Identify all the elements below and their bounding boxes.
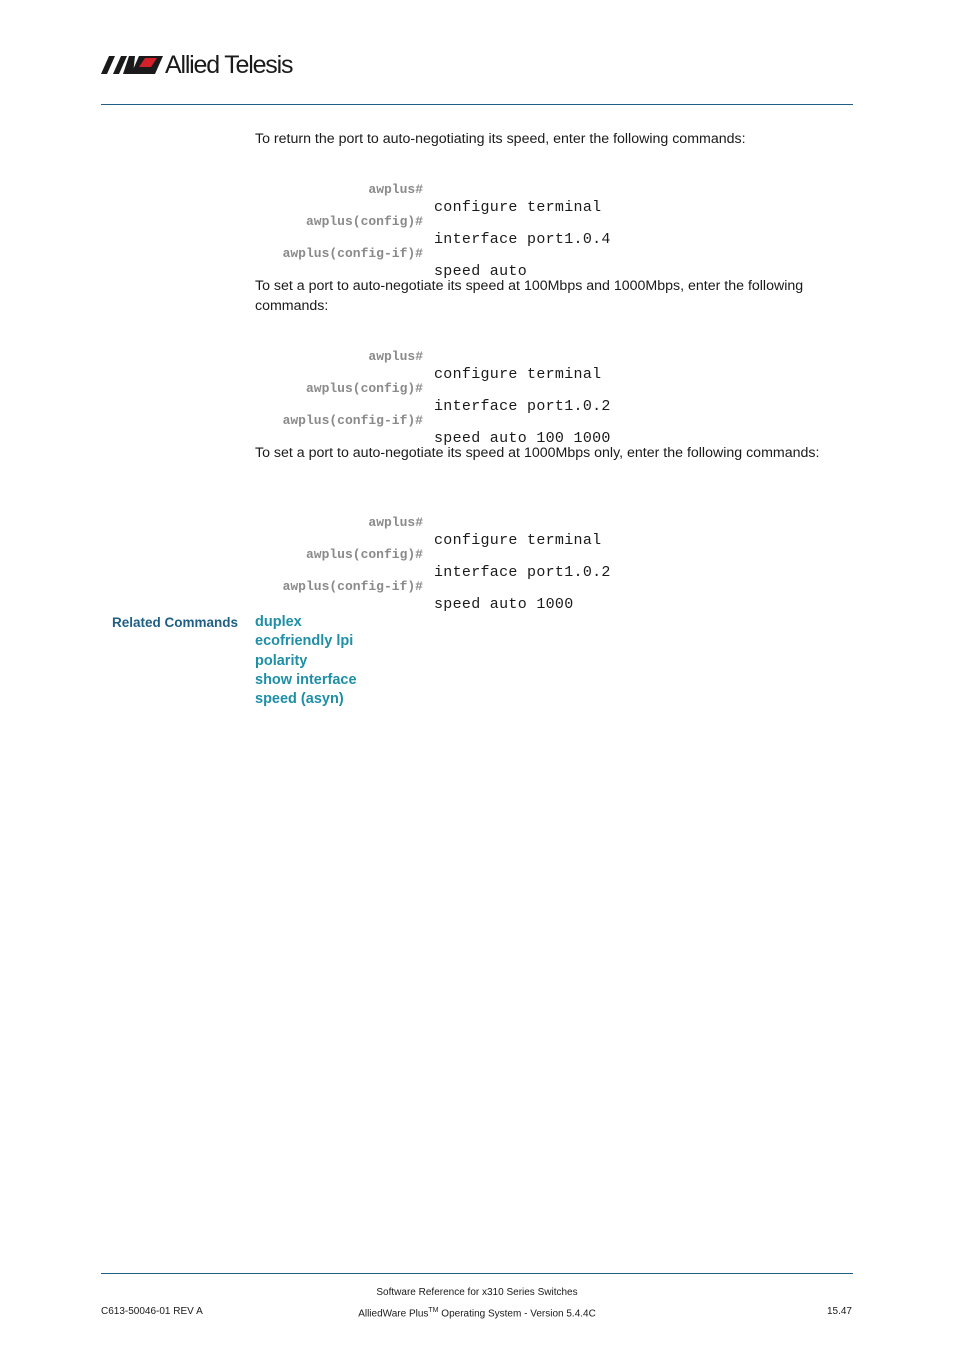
command-prompt: awplus(config)#	[305, 214, 423, 229]
command-line	[0, 527, 954, 581]
related-link-polarity[interactable]: polarity	[255, 652, 308, 669]
command-code: interface port1.0.4	[434, 231, 611, 248]
footer-title: Software Reference for x310 Series Switches	[376, 1287, 578, 1298]
command-prompt: awplus(config)#	[305, 547, 423, 562]
logo-text: Allied Telesis	[165, 51, 293, 79]
footer-page-number: 15.47	[826, 1306, 852, 1317]
allied-telesis-logo	[101, 52, 292, 78]
command-line	[0, 393, 954, 447]
command-line	[0, 329, 954, 383]
section-2-text: To set a port to auto-negotiate its speed at 100Mbps and 1000Mbps, enter the following commands:	[255, 278, 804, 314]
command-prompt: awplus#	[368, 182, 423, 197]
command-prompt: awplus(config-if)#	[282, 579, 423, 594]
command-code: configure terminal	[434, 366, 602, 383]
related-link-duplex[interactable]: duplex	[255, 614, 302, 630]
command-code: speed auto 1000	[434, 596, 574, 613]
allied-telesis-logo-mark-icon	[101, 54, 163, 76]
command-line	[0, 361, 954, 415]
footer-product: AlliedWare Plus	[358, 1308, 429, 1320]
command-code: interface port1.0.2	[434, 564, 611, 581]
command-code: speed auto 100 1000	[434, 430, 611, 447]
command-code: configure terminal	[434, 199, 602, 216]
command-line	[0, 162, 954, 216]
related-link-show-interface[interactable]: show interface	[255, 671, 357, 688]
related-link-speed-asyn[interactable]: speed (asyn)	[255, 691, 344, 708]
command-prompt: awplus#	[368, 515, 423, 530]
section-1-text: To return the port to auto-negotiating its speed, enter the following commands:	[255, 131, 746, 147]
header-rule	[101, 104, 853, 105]
footer-doc-id: C613-50046-01 REV A	[101, 1306, 203, 1317]
footer-rule	[101, 1273, 853, 1274]
command-code: configure terminal	[434, 532, 602, 549]
command-code: interface port1.0.2	[434, 398, 611, 415]
command-line	[0, 226, 954, 280]
related-commands-list	[255, 613, 357, 709]
command-line	[0, 495, 954, 549]
related-link-ecofriendly-lpi[interactable]: ecofriendly lpi	[255, 633, 354, 650]
command-prompt: awplus(config-if)#	[282, 246, 423, 261]
command-prompt: awplus(config-if)#	[282, 413, 423, 428]
command-prompt: awplus#	[368, 349, 423, 364]
command-code: speed auto	[434, 263, 528, 280]
related-commands-label: Related Commands	[112, 615, 239, 630]
command-line	[0, 194, 954, 248]
footer-trademark: TM	[428, 1307, 439, 1314]
command-prompt: awplus(config)#	[305, 381, 423, 396]
footer-version: Operating System - Version 5.4.4C	[438, 1308, 596, 1320]
section-3-text: To set a port to auto-negotiate its speed at 1000Mbps only, enter the following commands:	[255, 445, 820, 461]
command-line	[0, 559, 954, 613]
